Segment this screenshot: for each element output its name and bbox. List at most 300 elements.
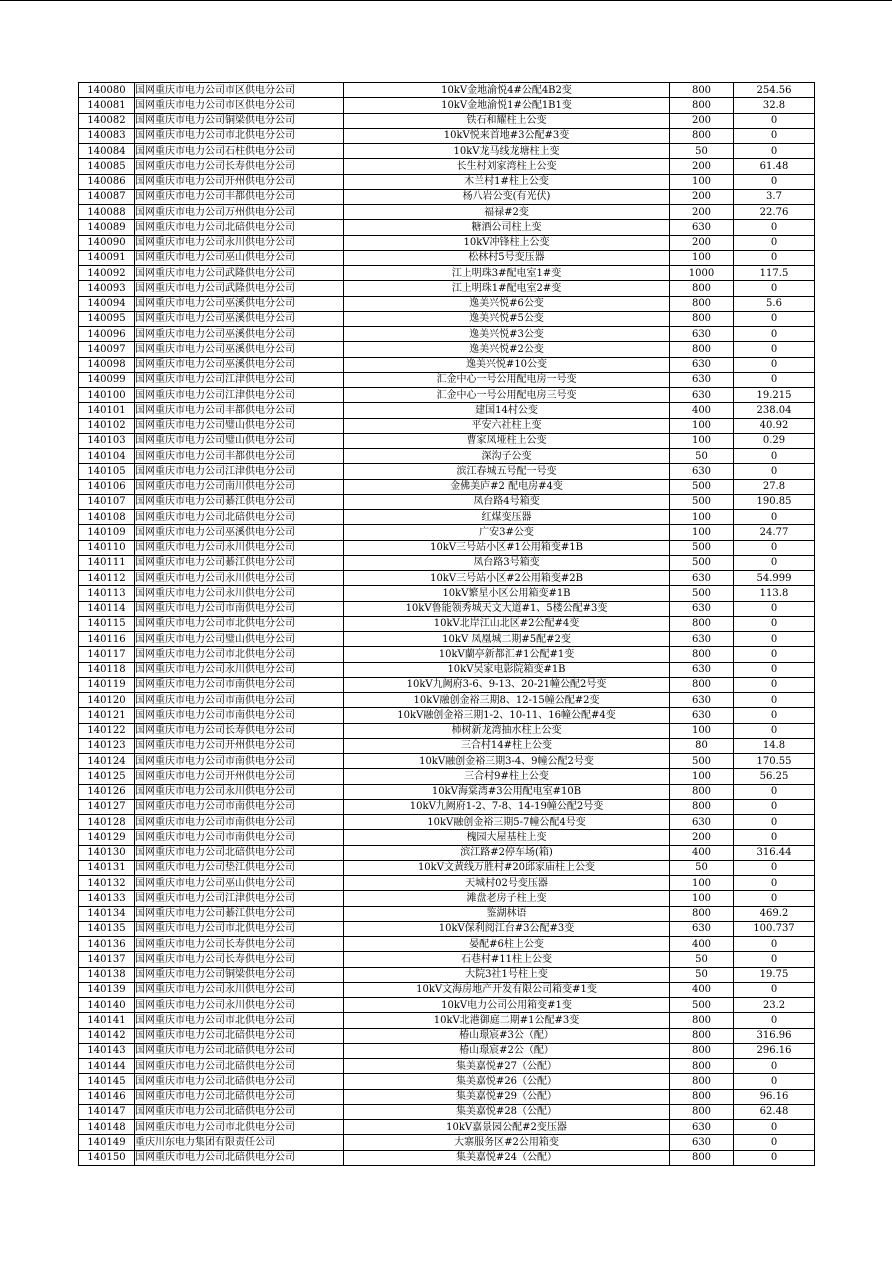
capacity-cell: 100	[670, 250, 734, 265]
capacity-cell: 400	[670, 982, 734, 997]
table-row	[79, 967, 815, 982]
value-cell: 0	[734, 616, 815, 631]
table-row	[79, 845, 815, 860]
transformer-name-cell: 石巷村#11柱上公变	[344, 952, 670, 967]
company-cell: 国网重庆市电力公司市北供电分公司	[135, 921, 344, 936]
transformer-name-cell: 10kV融创金裕三期1-2、10-11、16幢公配#4变	[344, 708, 670, 723]
row-id-cell: 140091	[79, 250, 135, 265]
company-cell: 国网重庆市电力公司市区供电分公司	[135, 83, 344, 98]
table-row	[79, 937, 815, 952]
company-cell: 国网重庆市电力公司綦江供电分公司	[135, 555, 344, 570]
value-cell: 0.29	[734, 433, 815, 448]
capacity-cell: 500	[670, 754, 734, 769]
capacity-cell: 100	[670, 174, 734, 189]
table-row	[79, 616, 815, 631]
row-id-cell: 140086	[79, 174, 135, 189]
value-cell: 14.8	[734, 738, 815, 753]
row-id-cell: 140125	[79, 769, 135, 784]
company-cell: 国网重庆市电力公司永川供电分公司	[135, 540, 344, 555]
company-cell: 国网重庆市电力公司市南供电分公司	[135, 830, 344, 845]
table-row	[79, 1013, 815, 1028]
company-cell: 国网重庆市电力公司长寿供电分公司	[135, 937, 344, 952]
company-cell: 国网重庆市电力公司丰都供电分公司	[135, 403, 344, 418]
transformer-name-cell: 长生村刘家湾柱上公变	[344, 159, 670, 174]
table-row	[79, 235, 815, 250]
company-cell: 国网重庆市电力公司北碚供电分公司	[135, 1043, 344, 1058]
value-cell: 0	[734, 799, 815, 814]
company-cell: 国网重庆市电力公司巫溪供电分公司	[135, 525, 344, 540]
value-cell: 0	[734, 982, 815, 997]
transformer-name-cell: 逸美兴悦#6公变	[344, 296, 670, 311]
company-cell: 国网重庆市电力公司永川供电分公司	[135, 784, 344, 799]
table-row	[79, 952, 815, 967]
table-row	[79, 220, 815, 235]
company-cell: 国网重庆市电力公司市南供电分公司	[135, 601, 344, 616]
table-row	[79, 784, 815, 799]
company-cell: 国网重庆市电力公司石柱供电分公司	[135, 144, 344, 159]
value-cell: 0	[734, 891, 815, 906]
company-cell: 国网重庆市电力公司江津供电分公司	[135, 372, 344, 387]
company-cell: 国网重庆市电力公司江津供电分公司	[135, 388, 344, 403]
value-cell: 0	[734, 830, 815, 845]
company-cell: 国网重庆市电力公司北碚供电分公司	[135, 1104, 344, 1119]
table-row	[79, 876, 815, 891]
capacity-cell: 100	[670, 525, 734, 540]
capacity-cell: 800	[670, 342, 734, 357]
table-row	[79, 693, 815, 708]
transformer-name-cell: 集美嘉悦#24（公配）	[344, 1150, 670, 1165]
value-cell: 0	[734, 601, 815, 616]
company-cell: 国网重庆市电力公司开州供电分公司	[135, 738, 344, 753]
row-id-cell: 140127	[79, 799, 135, 814]
capacity-cell: 800	[670, 281, 734, 296]
company-cell: 国网重庆市电力公司市南供电分公司	[135, 815, 344, 830]
table-row	[79, 799, 815, 814]
company-cell: 国网重庆市电力公司璧山供电分公司	[135, 632, 344, 647]
transformer-name-cell: 10kV金地渝悦4#公配4B2变	[344, 83, 670, 98]
transformer-name-cell: 鉴湖林语	[344, 906, 670, 921]
capacity-cell: 80	[670, 738, 734, 753]
transformer-name-cell: 10kV 凤凰城二期#5配#2变	[344, 632, 670, 647]
value-cell: 0	[734, 342, 815, 357]
table-row	[79, 540, 815, 555]
row-id-cell: 140139	[79, 982, 135, 997]
table-row	[79, 860, 815, 875]
row-id-cell: 140126	[79, 784, 135, 799]
row-id-cell: 140129	[79, 830, 135, 845]
transformer-name-cell: 木兰村1#柱上公变	[344, 174, 670, 189]
transformer-name-cell: 10kV冲锋柱上公变	[344, 235, 670, 250]
table-row	[79, 662, 815, 677]
transformer-name-cell: 10kV蘭亭新都汇#1公配#1变	[344, 647, 670, 662]
value-cell: 0	[734, 220, 815, 235]
table-row	[79, 403, 815, 418]
transformer-name-cell: 集美嘉悦#26（公配）	[344, 1074, 670, 1089]
value-cell: 0	[734, 113, 815, 128]
company-cell: 国网重庆市电力公司江津供电分公司	[135, 464, 344, 479]
row-id-cell: 140095	[79, 311, 135, 326]
transformer-name-cell: 深沟子公变	[344, 449, 670, 464]
table-row	[79, 891, 815, 906]
company-cell: 国网重庆市电力公司市北供电分公司	[135, 1120, 344, 1135]
row-id-cell: 140137	[79, 952, 135, 967]
company-cell: 国网重庆市电力公司丰都供电分公司	[135, 449, 344, 464]
transformer-name-cell: 滩盘老房子柱上变	[344, 891, 670, 906]
row-id-cell: 140130	[79, 845, 135, 860]
value-cell: 0	[734, 250, 815, 265]
company-cell: 国网重庆市电力公司长寿供电分公司	[135, 723, 344, 738]
company-cell: 国网重庆市电力公司北碚供电分公司	[135, 1074, 344, 1089]
capacity-cell: 630	[670, 921, 734, 936]
company-cell: 国网重庆市电力公司北碚供电分公司	[135, 1059, 344, 1074]
transformer-name-cell: 10kV三号站小区#1公用箱变#1B	[344, 540, 670, 555]
table-row	[79, 738, 815, 753]
capacity-cell: 630	[670, 372, 734, 387]
capacity-cell: 800	[670, 1104, 734, 1119]
value-cell: 5.6	[734, 296, 815, 311]
capacity-cell: 800	[670, 647, 734, 662]
row-id-cell: 140138	[79, 967, 135, 982]
company-cell: 国网重庆市电力公司铜梁供电分公司	[135, 113, 344, 128]
capacity-cell: 400	[670, 403, 734, 418]
transformer-name-cell: 柿树新龙湾抽水柱上公变	[344, 723, 670, 738]
table-row	[79, 388, 815, 403]
company-cell: 国网重庆市电力公司巫溪供电分公司	[135, 357, 344, 372]
transformer-name-cell: 10kV悦来首地#3公配#3变	[344, 128, 670, 143]
transformer-name-cell: 建国14村公变	[344, 403, 670, 418]
value-cell: 56.25	[734, 769, 815, 784]
transformer-name-cell: 10kV金地渝悦1#公配1B1变	[344, 98, 670, 113]
table-row	[79, 998, 815, 1013]
row-id-cell: 140099	[79, 372, 135, 387]
row-id-cell: 140131	[79, 860, 135, 875]
table-row	[79, 250, 815, 265]
capacity-cell: 630	[670, 708, 734, 723]
value-cell: 0	[734, 1059, 815, 1074]
company-cell: 国网重庆市电力公司巫溪供电分公司	[135, 327, 344, 342]
company-cell: 国网重庆市电力公司垫江供电分公司	[135, 860, 344, 875]
capacity-cell: 800	[670, 128, 734, 143]
transformer-name-cell: 滨江路#2停车场(箱)	[344, 845, 670, 860]
transformer-name-cell: 江上明珠1#配电室2#变	[344, 281, 670, 296]
value-cell: 0	[734, 632, 815, 647]
row-id-cell: 140084	[79, 144, 135, 159]
table-row	[79, 205, 815, 220]
value-cell: 296.16	[734, 1043, 815, 1058]
value-cell: 100.737	[734, 921, 815, 936]
value-cell: 0	[734, 662, 815, 677]
value-cell: 0	[734, 815, 815, 830]
transformer-name-cell: 杨八岩公变(有光伏)	[344, 189, 670, 204]
table-row	[79, 830, 815, 845]
row-id-cell: 140117	[79, 647, 135, 662]
transformer-name-cell: 椿山璟宸#3公（配）	[344, 1028, 670, 1043]
row-id-cell: 140150	[79, 1150, 135, 1165]
company-cell: 国网重庆市电力公司南川供电分公司	[135, 479, 344, 494]
row-id-cell: 140108	[79, 510, 135, 525]
capacity-cell: 800	[670, 1028, 734, 1043]
table-row	[79, 921, 815, 936]
transformer-name-cell: 槐园大屋基柱上变	[344, 830, 670, 845]
company-cell: 国网重庆市电力公司北碚供电分公司	[135, 845, 344, 860]
transformer-name-cell: 大院3社1号柱上变	[344, 967, 670, 982]
row-id-cell: 140135	[79, 921, 135, 936]
capacity-cell: 100	[670, 418, 734, 433]
capacity-cell: 800	[670, 311, 734, 326]
value-cell: 190.85	[734, 494, 815, 509]
company-cell: 国网重庆市电力公司市区供电分公司	[135, 98, 344, 113]
value-cell: 0	[734, 327, 815, 342]
table-row	[79, 327, 815, 342]
value-cell: 0	[734, 1135, 815, 1150]
capacity-cell: 630	[670, 357, 734, 372]
row-id-cell: 140128	[79, 815, 135, 830]
row-id-cell: 140142	[79, 1028, 135, 1043]
capacity-cell: 100	[670, 433, 734, 448]
transformer-name-cell: 10kV北岸江山北区#2公配#4变	[344, 616, 670, 631]
capacity-cell: 800	[670, 1074, 734, 1089]
capacity-cell: 50	[670, 144, 734, 159]
value-cell: 0	[734, 860, 815, 875]
value-cell: 0	[734, 723, 815, 738]
company-cell: 国网重庆市电力公司永川供电分公司	[135, 662, 344, 677]
company-cell: 国网重庆市电力公司北碚供电分公司	[135, 220, 344, 235]
value-cell: 0	[734, 174, 815, 189]
capacity-cell: 200	[670, 205, 734, 220]
row-id-cell: 140089	[79, 220, 135, 235]
row-id-cell: 140118	[79, 662, 135, 677]
value-cell: 316.44	[734, 845, 815, 860]
table-row	[79, 311, 815, 326]
value-cell: 0	[734, 677, 815, 692]
row-id-cell: 140080	[79, 83, 135, 98]
transformer-name-cell: 10kV九阙府1-2、7-8、14-19幢公配2号变	[344, 799, 670, 814]
company-cell: 国网重庆市电力公司市南供电分公司	[135, 677, 344, 692]
company-cell: 国网重庆市电力公司永川供电分公司	[135, 571, 344, 586]
row-id-cell: 140088	[79, 205, 135, 220]
value-cell: 54.999	[734, 571, 815, 586]
value-cell: 0	[734, 937, 815, 952]
row-id-cell: 140122	[79, 723, 135, 738]
transformer-name-cell: 10kV文海房地产开发有限公司箱变#1变	[344, 982, 670, 997]
transformer-name-cell: 逸美兴悦#2公变	[344, 342, 670, 357]
value-cell: 0	[734, 235, 815, 250]
transformer-name-cell: 天城村02号变压器	[344, 876, 670, 891]
value-cell: 254.56	[734, 83, 815, 98]
capacity-cell: 800	[670, 98, 734, 113]
company-cell: 国网重庆市电力公司市南供电分公司	[135, 693, 344, 708]
company-cell: 国网重庆市电力公司万州供电分公司	[135, 205, 344, 220]
row-id-cell: 140090	[79, 235, 135, 250]
capacity-cell: 800	[670, 1059, 734, 1074]
value-cell: 19.215	[734, 388, 815, 403]
capacity-cell: 500	[670, 494, 734, 509]
row-id-cell: 140119	[79, 677, 135, 692]
row-id-cell: 140096	[79, 327, 135, 342]
transformer-name-cell: 10kV海棠湾#3公用配电室#10B	[344, 784, 670, 799]
capacity-cell: 630	[670, 815, 734, 830]
table-row	[79, 144, 815, 159]
transformer-name-cell: 汇金中心一号公用配电房三号变	[344, 388, 670, 403]
table-row	[79, 433, 815, 448]
row-id-cell: 140149	[79, 1135, 135, 1150]
transformer-name-cell: 三合村9#柱上公变	[344, 769, 670, 784]
company-cell: 国网重庆市电力公司市北供电分公司	[135, 647, 344, 662]
table-row	[79, 479, 815, 494]
capacity-cell: 800	[670, 296, 734, 311]
value-cell: 96.16	[734, 1089, 815, 1104]
value-cell: 0	[734, 555, 815, 570]
transformer-name-cell: 集美嘉悦#29（公配）	[344, 1089, 670, 1104]
capacity-cell: 200	[670, 113, 734, 128]
company-cell: 国网重庆市电力公司永川供电分公司	[135, 586, 344, 601]
capacity-cell: 500	[670, 998, 734, 1013]
row-id-cell: 140112	[79, 571, 135, 586]
transformer-name-cell: 10kV融创金裕三期3-4、9幢公配2号变	[344, 754, 670, 769]
row-id-cell: 140087	[79, 189, 135, 204]
row-id-cell: 140104	[79, 449, 135, 464]
table-row	[79, 372, 815, 387]
company-cell: 国网重庆市电力公司市北供电分公司	[135, 128, 344, 143]
capacity-cell: 200	[670, 235, 734, 250]
table-row	[79, 601, 815, 616]
company-cell: 国网重庆市电力公司北碚供电分公司	[135, 510, 344, 525]
table-row	[79, 769, 815, 784]
row-id-cell: 140147	[79, 1104, 135, 1119]
capacity-cell: 50	[670, 967, 734, 982]
transformer-name-cell: 平安六社柱上变	[344, 418, 670, 433]
value-cell: 238.04	[734, 403, 815, 418]
capacity-cell: 500	[670, 586, 734, 601]
row-id-cell: 140140	[79, 998, 135, 1013]
company-cell: 国网重庆市电力公司武隆供电分公司	[135, 281, 344, 296]
company-cell: 国网重庆市电力公司北碚供电分公司	[135, 1150, 344, 1165]
table-row	[79, 281, 815, 296]
value-cell: 0	[734, 510, 815, 525]
capacity-cell: 800	[670, 784, 734, 799]
value-cell: 0	[734, 708, 815, 723]
capacity-cell: 630	[670, 327, 734, 342]
capacity-cell: 630	[670, 1135, 734, 1150]
table-row	[79, 754, 815, 769]
value-cell: 0	[734, 144, 815, 159]
table-row	[79, 449, 815, 464]
row-id-cell: 140114	[79, 601, 135, 616]
row-id-cell: 140102	[79, 418, 135, 433]
capacity-cell: 50	[670, 952, 734, 967]
table-row	[79, 647, 815, 662]
company-cell: 国网重庆市电力公司巫山供电分公司	[135, 876, 344, 891]
value-cell: 24.77	[734, 525, 815, 540]
value-cell: 0	[734, 647, 815, 662]
company-cell: 国网重庆市电力公司綦江供电分公司	[135, 906, 344, 921]
transformer-name-cell: 广安3#公变	[344, 525, 670, 540]
value-cell: 0	[734, 1074, 815, 1089]
table-row	[79, 266, 815, 281]
company-cell: 国网重庆市电力公司永川供电分公司	[135, 982, 344, 997]
value-cell: 316.96	[734, 1028, 815, 1043]
transformer-table-body	[79, 83, 815, 1166]
row-id-cell: 140105	[79, 464, 135, 479]
company-cell: 国网重庆市电力公司永川供电分公司	[135, 998, 344, 1013]
row-id-cell: 140097	[79, 342, 135, 357]
company-cell: 国网重庆市电力公司长寿供电分公司	[135, 159, 344, 174]
capacity-cell: 800	[670, 1013, 734, 1028]
company-cell: 国网重庆市电力公司璧山供电分公司	[135, 433, 344, 448]
transformer-name-cell: 10kV鲁能领秀城天文大道#1、5楼公配#3变	[344, 601, 670, 616]
transformer-name-cell: 凤台路3号箱变	[344, 555, 670, 570]
row-id-cell: 140116	[79, 632, 135, 647]
table-row	[79, 159, 815, 174]
value-cell: 170.55	[734, 754, 815, 769]
capacity-cell: 100	[670, 723, 734, 738]
transformer-table	[78, 82, 815, 1166]
table-row	[79, 1059, 815, 1074]
row-id-cell: 140123	[79, 738, 135, 753]
value-cell: 61.48	[734, 159, 815, 174]
row-id-cell: 140113	[79, 586, 135, 601]
row-id-cell: 140082	[79, 113, 135, 128]
company-cell: 国网重庆市电力公司开州供电分公司	[135, 769, 344, 784]
company-cell: 国网重庆市电力公司江津供电分公司	[135, 891, 344, 906]
transformer-name-cell: 10kV文黄线万胜村#20邱家庙柱上公变	[344, 860, 670, 875]
capacity-cell: 500	[670, 555, 734, 570]
row-id-cell: 140094	[79, 296, 135, 311]
value-cell: 0	[734, 311, 815, 326]
row-id-cell: 140093	[79, 281, 135, 296]
transformer-name-cell: 10kV龙马线龙塘柱上变	[344, 144, 670, 159]
company-cell: 国网重庆市电力公司市北供电分公司	[135, 616, 344, 631]
capacity-cell: 630	[670, 693, 734, 708]
table-row	[79, 357, 815, 372]
capacity-cell: 200	[670, 189, 734, 204]
row-id-cell: 140141	[79, 1013, 135, 1028]
company-cell: 国网重庆市电力公司市北供电分公司	[135, 1013, 344, 1028]
table-row	[79, 174, 815, 189]
table-row	[79, 815, 815, 830]
company-cell: 重庆川东电力集团有限责任公司	[135, 1135, 344, 1150]
value-cell: 0	[734, 876, 815, 891]
table-row	[79, 1104, 815, 1119]
row-id-cell: 140143	[79, 1043, 135, 1058]
value-cell: 27.8	[734, 479, 815, 494]
capacity-cell: 630	[670, 632, 734, 647]
capacity-cell: 500	[670, 540, 734, 555]
table-row	[79, 418, 815, 433]
table-row	[79, 1135, 815, 1150]
transformer-name-cell: 逸美兴悦#10公变	[344, 357, 670, 372]
row-id-cell: 140098	[79, 357, 135, 372]
capacity-cell: 800	[670, 616, 734, 631]
table-row	[79, 464, 815, 479]
capacity-cell: 800	[670, 677, 734, 692]
capacity-cell: 800	[670, 1089, 734, 1104]
row-id-cell: 140133	[79, 891, 135, 906]
table-row	[79, 586, 815, 601]
table-row	[79, 1120, 815, 1135]
company-cell: 国网重庆市电力公司长寿供电分公司	[135, 952, 344, 967]
capacity-cell: 630	[670, 601, 734, 616]
value-cell: 0	[734, 1013, 815, 1028]
row-id-cell: 140111	[79, 555, 135, 570]
company-cell: 国网重庆市电力公司市南供电分公司	[135, 708, 344, 723]
company-cell: 国网重庆市电力公司綦江供电分公司	[135, 494, 344, 509]
transformer-name-cell: 红煤变压器	[344, 510, 670, 525]
row-id-cell: 140101	[79, 403, 135, 418]
row-id-cell: 140107	[79, 494, 135, 509]
company-cell: 国网重庆市电力公司武隆供电分公司	[135, 266, 344, 281]
capacity-cell: 50	[670, 449, 734, 464]
